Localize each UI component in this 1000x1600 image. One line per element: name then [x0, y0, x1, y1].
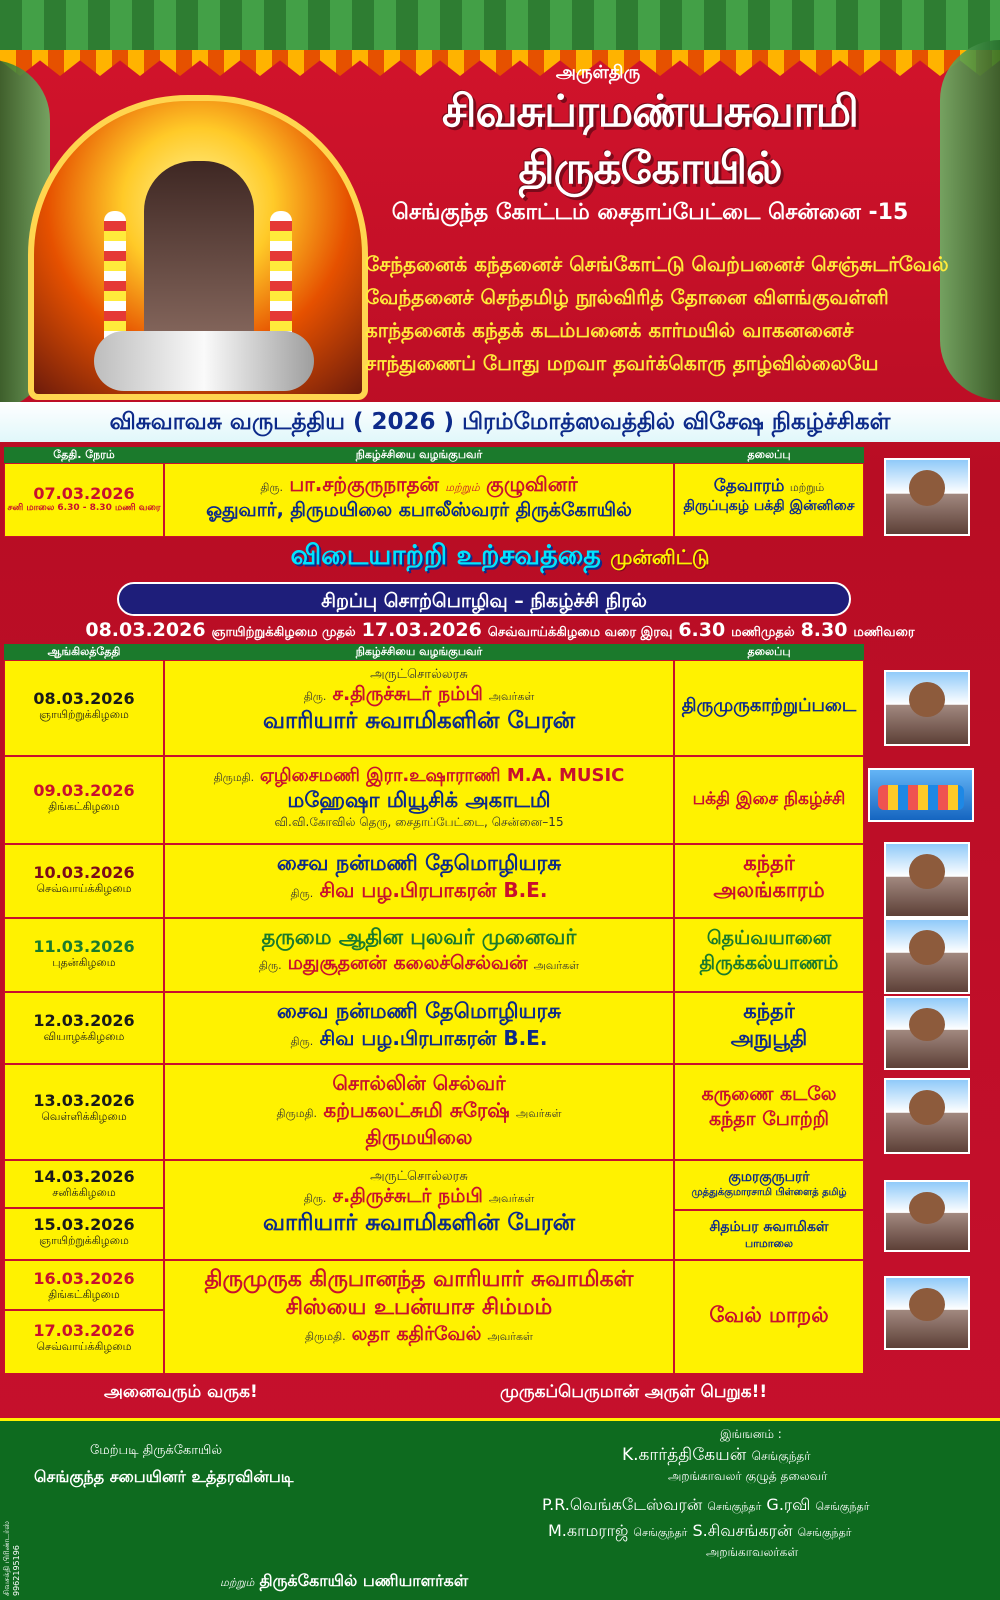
presenter-title: அருட்சொல்லரசு [370, 1169, 468, 1184]
trustee-name: G.ரவி [766, 1495, 811, 1514]
table-row-date [4, 660, 164, 756]
top-date: 07.03.2026 [33, 484, 135, 503]
honorific-suffix: அவர்கள் [488, 690, 535, 703]
table-row-date [4, 844, 164, 918]
trustee-suffix: செங்குந்தர் [707, 1500, 762, 1513]
presenter-org: மஹேஷா மியூசிக் அகாடமி [287, 788, 551, 812]
row-day: திங்கட்கிழமை [48, 1288, 120, 1301]
end-time-unit: மணிவரை [853, 625, 915, 640]
table-row-presenter [164, 992, 674, 1064]
end-time: 8.30 [800, 619, 848, 641]
table-row-presenter [164, 1064, 674, 1160]
presenter-desc: வாரியார் சுவாமிகளின் பேரன் [262, 1210, 576, 1236]
topic-title: பக்தி இசை நிகழ்ச்சி [692, 789, 846, 809]
from-day: ஞாயிற்றுக்கிழமை முதல் [211, 625, 356, 640]
row-day: ஞாயிற்றுக்கிழமை [39, 1234, 129, 1247]
honorific-suffix: அவர்கள் [487, 1330, 533, 1343]
printer-credit: சிவசக்தி பிரிண்டர்ஸ் 9962195196 [2, 1521, 21, 1596]
honorific: திருமதி. [276, 1107, 318, 1120]
table-row-title [674, 992, 864, 1064]
table-row-presenter [164, 660, 674, 756]
trustee-name: P.R.வெங்கடேஸ்வரன் [542, 1495, 703, 1514]
row-day: ஞாயிற்றுக்கிழமை [39, 708, 129, 721]
speaker-photo [884, 918, 970, 994]
chief-suffix: செங்குந்தர் [751, 1449, 811, 1463]
trustees-label: அறங்காவலர்கள் [706, 1545, 799, 1559]
topic-title: திருமுருகாற்றுப்படை [681, 695, 857, 716]
row-day: செவ்வாய்க்கிழமை [36, 1340, 132, 1353]
presenter-line [165, 1323, 673, 1348]
vidaiyatri-main: விடையாற்றி உற்சவத்தை [290, 540, 601, 571]
table-row-title [674, 1210, 864, 1260]
table-row-title [674, 918, 864, 992]
schedule-header-title: தலைப்பு [674, 644, 864, 660]
verse-line: காந்தனைக் கந்தக் கடம்பனைக் கார்மயில் வாகனனைச் [365, 318, 854, 342]
singer-photo [884, 458, 970, 536]
top-time: சனி மாலை 6.30 - 8.30 மணி வரை [7, 503, 161, 513]
group-photo [868, 768, 974, 822]
presenter-name: லதா கதிர்வேல் [351, 1323, 482, 1345]
presenter-title: சொல்லின் செல்வர் [332, 1071, 506, 1095]
presenter-line [165, 683, 673, 708]
trustee-line-1 [542, 1495, 869, 1516]
honorific-suffix: அவர்கள் [533, 959, 580, 972]
start-time-unit: மணிமுதல் [731, 625, 795, 640]
top-presenter-line2: ஓதுவார், திருமயிலை கபாலீஸ்வரர் திருக்கோயில் [206, 499, 632, 521]
trustee-suffix: செங்குந்தர் [797, 1526, 852, 1539]
table-row-date [4, 1208, 164, 1260]
chief-line [622, 1445, 810, 1467]
speaker-photo [884, 996, 970, 1070]
footer-left-big: செங்குந்த சபையினர் உத்தரவின்படி [34, 1467, 294, 1486]
table-row-date [4, 918, 164, 992]
presenter-name: சிவ பழ.பிரபாகரன் B.E. [319, 1026, 548, 1050]
welcome-text: அனைவரும் வருக! [104, 1382, 258, 1402]
footer [0, 1418, 1000, 1600]
row-date: 15.03.2026 [33, 1215, 135, 1234]
row-date: 17.03.2026 [33, 1321, 135, 1340]
topic-title: வேல் மாறல் [709, 1303, 829, 1327]
verse-line: சாந்துணைப் போது மறவா தவர்க்கொரு தாழ்வில்லையே [365, 351, 879, 375]
presenter-line [165, 878, 673, 905]
presenter-name: ஏழிசைமணி இரா.உஷாராணி M.A. MUSIC [259, 765, 625, 786]
trustee-suffix: செங்குந்தர் [815, 1500, 870, 1513]
presenter-title: அருட்சொல்லரசு [370, 667, 468, 682]
honorific: திரு. [303, 690, 327, 703]
topic-title: குமரகுருபரர் [728, 1169, 810, 1185]
presenter-title: சைவ நன்மணி தேமொழியரசு [276, 851, 562, 875]
trustee-name: S.சிவசங்கரன் [692, 1521, 793, 1540]
presenter-name: மதுசூதனன் கலைச்செல்வன் [287, 952, 528, 974]
start-time: 6.30 [678, 619, 726, 641]
presenter-line [165, 1098, 673, 1125]
row-day: வியாழக்கிழமை [43, 1030, 125, 1043]
title-devaram: தேவாரம் [713, 476, 785, 496]
speaker-photo [884, 842, 970, 918]
table-row-date [4, 1064, 164, 1160]
table-row-title [674, 844, 864, 918]
table-row-date [4, 756, 164, 844]
and-word: மற்றும் [445, 481, 480, 494]
table-row-title [674, 756, 864, 844]
to-day: செவ்வாய்க்கிழமை வரை இரவு [487, 625, 673, 640]
row-date: 13.03.2026 [33, 1091, 135, 1110]
from-date: 08.03.2026 [85, 619, 206, 641]
peacock-vahana [94, 331, 314, 391]
presenter-place: திருமயிலை [365, 1125, 473, 1149]
presenter-line [165, 1185, 673, 1210]
toran-fringe [0, 50, 1000, 76]
top-title-line1 [675, 476, 863, 498]
top-presenter-cell [164, 463, 674, 537]
footer-bottom [220, 1571, 468, 1592]
presenter-title: சைவ நன்மணி தேமொழியரசு [276, 999, 562, 1023]
table-row-presenter [164, 756, 674, 844]
program-schedule-pill: சிறப்பு சொற்பொழிவு – நிகழ்ச்சி நிரல் [117, 582, 851, 616]
honorific: திரு. [303, 1192, 327, 1205]
table-row-title [674, 1064, 864, 1160]
topic-title-2: திருக்கல்யாணம் [699, 952, 839, 974]
topic-title-2: முத்துக்குமாரசாமி பிள்ளைத் தமிழ் [691, 1187, 847, 1198]
presenter-title-2: சிஸ்யை உபன்யாச சிம்மம் [285, 1295, 553, 1320]
presenter-name: பா.சற்குருநாதன் [289, 472, 439, 496]
honorific: திருமதி. [305, 1330, 346, 1343]
row-date: 09.03.2026 [33, 781, 135, 800]
honorific: திரு. [290, 887, 314, 900]
row-date: 10.03.2026 [33, 863, 135, 882]
topic-title: கந்தர் [743, 999, 795, 1023]
row-day: திங்கட்கிழமை [48, 800, 120, 813]
row-day: செவ்வாய்க்கிழமை [36, 882, 132, 895]
trustee-suffix: செங்குந்தர் [633, 1526, 688, 1539]
speaker-photo [884, 1276, 970, 1350]
table-row-presenter [164, 1260, 674, 1374]
presenter-name: ச.திருச்சுடர் நம்பி [332, 683, 483, 705]
table-row-date [4, 1260, 164, 1310]
top-header-presenter: நிகழ்ச்சியை வழங்குபவர் [164, 447, 674, 463]
honorific: திரு. [260, 481, 284, 494]
and-word: மற்றும் [220, 1576, 255, 1589]
table-row-title [674, 1260, 864, 1374]
trustee-line-2 [548, 1521, 852, 1542]
presenter-address: வி.வி.கோவில் தெரு, சைதாப்பேட்டை, சென்னை–15 [274, 815, 564, 829]
table-row-date [4, 992, 164, 1064]
trustee-name: M.காமராஜ் [548, 1521, 629, 1540]
table-row-presenter [164, 918, 674, 992]
period-line [0, 619, 1000, 641]
top-presenter-line1 [165, 472, 673, 499]
topic-title: சிதம்பர சுவாமிகள் [709, 1219, 829, 1235]
schedule-header-presenter: நிகழ்ச்சியை வழங்குபவர் [164, 644, 674, 660]
temple-location: செங்குந்த கோட்டம் சைதாப்பேட்டை சென்னை -15 [391, 200, 909, 225]
temple-name: சிவசுப்ரமண்யசுவாமி திருக்கோயில் [442, 86, 858, 194]
footer-ingane: இங்ஙனம் : [720, 1427, 782, 1441]
top-title-cell [674, 463, 864, 537]
honorific-suffix: அவர்கள் [488, 1192, 535, 1205]
table-row-date [4, 1310, 164, 1374]
row-date: 08.03.2026 [33, 689, 135, 708]
top-date-cell [4, 463, 164, 537]
honorific: திருமதி. [213, 771, 255, 784]
chief-role: அறங்காவலர் குழுத் தலைவர் [668, 1469, 828, 1483]
honorific: திரு. [258, 959, 282, 972]
top-header-date: தேதி. நேரம் [4, 447, 164, 463]
temple-staff: திருக்கோயில் பணியாளர்கள் [259, 1571, 469, 1590]
presenter-line [165, 1026, 673, 1053]
row-day: சனிக்கிழமை [52, 1186, 116, 1199]
presenter-name: ச.திருச்சுடர் நம்பி [332, 1185, 483, 1207]
row-date: 14.03.2026 [33, 1167, 135, 1186]
schedule-header-date: ஆங்கிலத்தேதி [4, 644, 164, 660]
footer-left-small: மேற்படி திருக்கோயில் [90, 1443, 223, 1458]
speaker-photo [884, 670, 970, 746]
presenter-title: தருமை ஆதின புலவர் முனைவர் [261, 925, 577, 949]
presenter-line [165, 952, 673, 977]
chief-name: K.கார்த்திகேயன் [622, 1445, 747, 1465]
honorific-suffix: அவர்கள் [516, 1107, 562, 1120]
row-date: 16.03.2026 [33, 1269, 135, 1288]
topic-title: தெய்வயானை [706, 927, 832, 949]
topic-title-2: அலங்காரம் [713, 878, 825, 902]
topic-title-2: பாமாலை [744, 1237, 794, 1250]
topic-title-2: அநுபூதி [730, 1026, 808, 1050]
row-date: 12.03.2026 [33, 1011, 135, 1030]
presenter-name: சிவ பழ.பிரபாகரன் B.E. [319, 878, 548, 902]
top-title-line2: திருப்புகழ் பக்தி இன்னிசை [683, 498, 855, 514]
presenter-title: திருமுருக கிருபானந்த வாரியார் சுவாமிகள் [204, 1267, 634, 1292]
table-row-title [674, 660, 864, 756]
deity-image [28, 95, 368, 400]
presenter-desc: வாரியார் சுவாமிகளின் பேரன் [262, 708, 576, 734]
vidaiyatri-title [0, 540, 1000, 575]
and-word: மற்றும் [789, 481, 825, 494]
vidaiyatri-suffix: முன்னிட்டு [610, 545, 710, 569]
verse [365, 248, 965, 380]
headline: விசுவாவசு வருடத்திய ( 2026 ) பிரம்மோத்ஸவத்தில் விசேஷ நிகழ்ச்சிகள் [0, 402, 1000, 442]
honorific: திரு. [290, 1035, 314, 1048]
speaker-photo [884, 1180, 970, 1252]
table-row-presenter [164, 1160, 674, 1260]
row-date: 11.03.2026 [33, 937, 135, 956]
table-row-date [4, 1160, 164, 1208]
table-row-presenter [164, 844, 674, 918]
verse-line: வேந்தனைச் செந்தமிழ் நூல்விரித் தோனை விளங்குவள்ளி [365, 285, 889, 309]
row-day: வெள்ளிக்கிழமை [41, 1110, 127, 1123]
temple-prefix: அருள்திரு [555, 62, 641, 83]
topic-title: கருணை கடலே [701, 1083, 837, 1105]
presenter-group: குழுவினர் [486, 472, 578, 496]
verse-line: சேந்தனைக் கந்தனைச் செங்கோட்டு வெற்பனைச் செஞ்சுடர்வேல் [365, 252, 949, 276]
presenter-name: கற்பகலட்சுமி சுரேஷ் [323, 1098, 510, 1122]
to-date: 17.03.2026 [361, 619, 482, 641]
top-header-title: தலைப்பு [674, 447, 864, 463]
topic-title-2: கந்தா போற்றி [708, 1108, 830, 1130]
speaker-photo [884, 1078, 970, 1154]
row-day: புதன்கிழமை [52, 956, 116, 969]
presenter-line [165, 765, 673, 788]
table-row-title [674, 1160, 864, 1210]
blessing-text: முருகப்பெருமான் அருள் பெறுக!! [500, 1382, 768, 1402]
topic-title: கந்தர் [743, 851, 795, 875]
